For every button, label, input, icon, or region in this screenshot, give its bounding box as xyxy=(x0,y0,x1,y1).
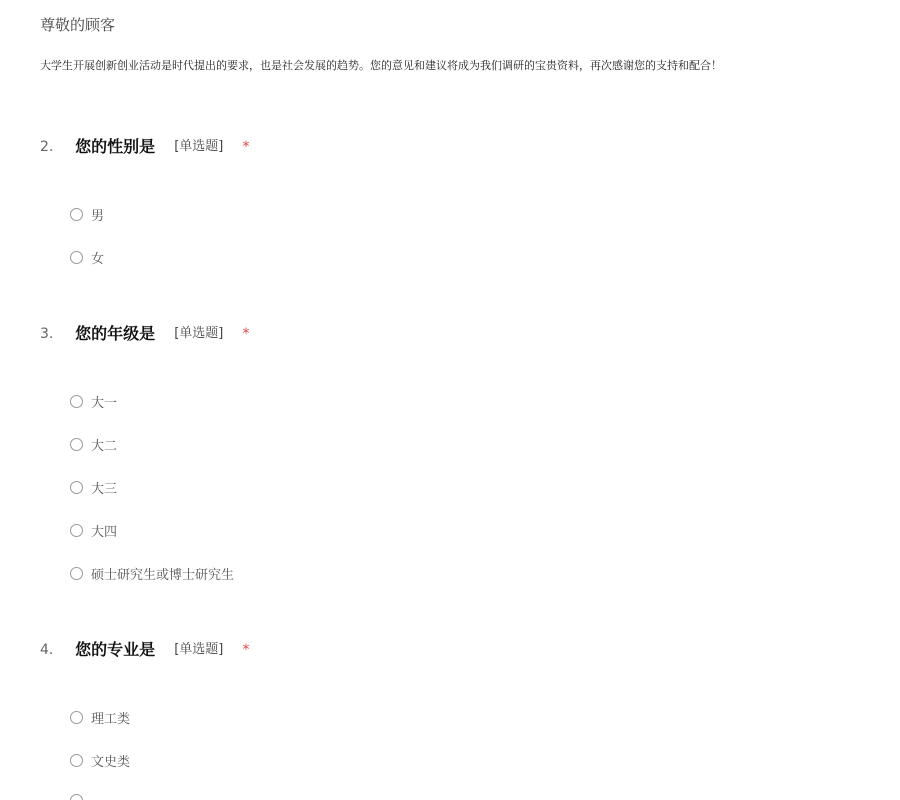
required-asterisk: * xyxy=(242,326,250,342)
option-junior[interactable] xyxy=(70,479,117,499)
option-freshman[interactable] xyxy=(70,393,117,413)
option-male[interactable] xyxy=(70,206,104,226)
option-label: 女 xyxy=(91,251,105,267)
question-title: 您的专业是 xyxy=(75,640,156,659)
required-asterisk: * xyxy=(242,139,250,155)
option-graduate[interactable] xyxy=(70,565,234,585)
option-science-engineering[interactable] xyxy=(70,709,130,729)
radio-button[interactable] xyxy=(70,481,83,494)
question-number: 3. xyxy=(40,326,54,342)
option-sophomore[interactable] xyxy=(70,436,117,456)
option-senior[interactable] xyxy=(70,522,117,542)
option-label: 文史类 xyxy=(91,754,131,770)
option-label: 大三 xyxy=(91,481,118,497)
radio-button[interactable] xyxy=(70,754,83,767)
radio-button[interactable] xyxy=(70,438,83,451)
radio-button[interactable] xyxy=(70,711,83,724)
option-label: 大二 xyxy=(91,438,118,454)
question-number: 4. xyxy=(40,642,54,658)
radio-button[interactable] xyxy=(70,567,83,580)
greeting-heading: 尊敬的顾客 xyxy=(40,16,116,34)
radio-button[interactable] xyxy=(70,251,83,264)
question-title: 您的性别是 xyxy=(75,137,156,156)
radio-button[interactable] xyxy=(70,794,83,800)
required-asterisk: * xyxy=(242,642,250,658)
question-number: 2. xyxy=(40,139,54,155)
option-label: 理工类 xyxy=(91,711,131,727)
option-partially-visible[interactable] xyxy=(70,792,91,800)
radio-button[interactable] xyxy=(70,395,83,408)
radio-button[interactable] xyxy=(70,208,83,221)
question-type-label: [单选题] xyxy=(174,642,224,657)
option-label: 大四 xyxy=(91,524,118,540)
option-label: 男 xyxy=(91,208,105,224)
question-header xyxy=(40,322,249,346)
radio-button[interactable] xyxy=(70,524,83,537)
intro-text: 大学生开展创新创业活动是时代提出的要求，也是社会发展的趋势。您的意见和建议将成为我们调研的宝贵资料，再次感谢您的支持和配合！ xyxy=(40,59,722,72)
question-header xyxy=(40,135,249,159)
question-type-label: [单选题] xyxy=(174,326,224,341)
option-label: 大一 xyxy=(91,395,118,411)
question-title: 您的年级是 xyxy=(75,324,156,343)
option-female[interactable] xyxy=(70,249,104,269)
option-liberal-arts[interactable] xyxy=(70,752,130,772)
option-label: 硕士研究生或博士研究生 xyxy=(91,567,235,583)
question-header xyxy=(40,638,249,662)
question-type-label: [单选题] xyxy=(174,139,224,154)
